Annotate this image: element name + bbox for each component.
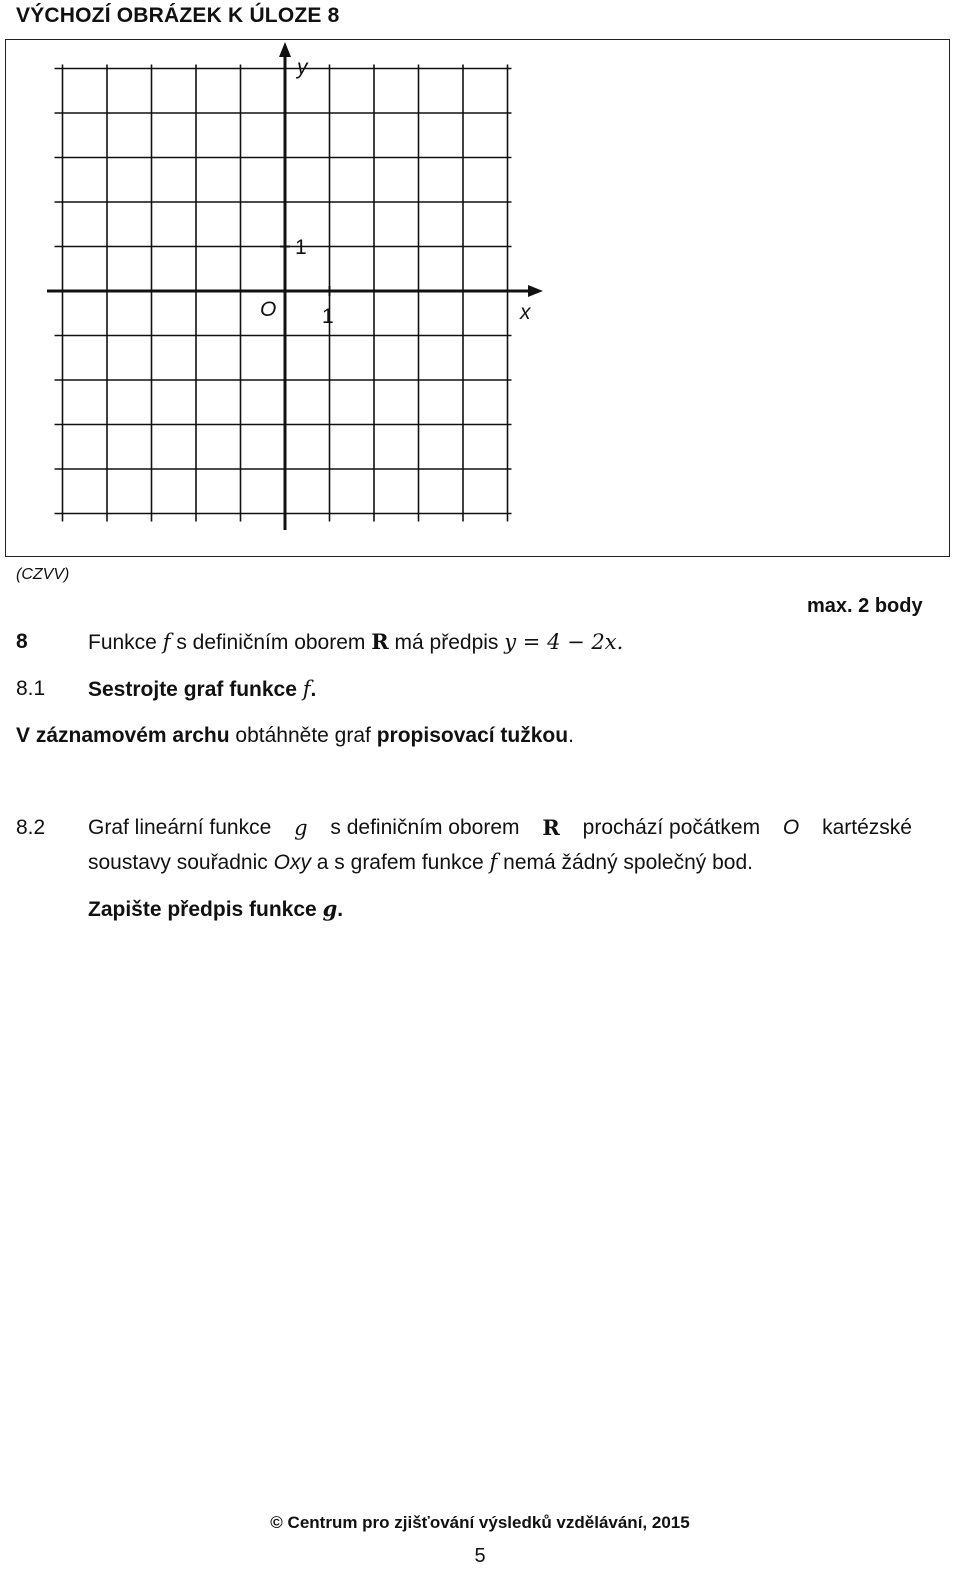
- axes: [47, 42, 543, 530]
- axis-y-label: y: [297, 56, 308, 79]
- y-unit-label: 1: [295, 236, 307, 259]
- task-8-2-line-1: Graf lineární funkce g s definičním oborem R prochází počátkem O kartézské: [88, 815, 912, 840]
- grid-lines: [55, 65, 512, 522]
- task-8: [0, 628, 960, 656]
- page-heading: VÝCHOZÍ OBRÁZEK K ÚLOZE 8: [16, 4, 340, 27]
- y-axis-arrow-icon: [279, 42, 291, 57]
- task-8-1-number: 8.1: [16, 677, 46, 700]
- axis-x-label: x: [520, 301, 531, 324]
- origin-label: O: [260, 298, 277, 321]
- task-8-1-instruction: V záznamovém archu obtáhněte graf propisovací tužkou.: [16, 724, 574, 747]
- source-note: (CZVV): [16, 566, 70, 583]
- x-unit-label: 1: [322, 305, 334, 328]
- page-number: 5: [474, 1545, 486, 1567]
- footer-copyright: © Centrum pro zjišťování výsledků vzdělávání, 2015: [270, 1513, 690, 1532]
- max-points: max. 2 body: [807, 595, 923, 617]
- task-8-1: [0, 675, 960, 703]
- task-8-1-text: Sestrojte graf funkce f.: [88, 677, 317, 701]
- task-8-2-line-2: soustavy souřadnic Oxy a s grafem funkce f nemá žádný společný bod.: [88, 850, 753, 874]
- x-axis-arrow-icon: [528, 285, 543, 297]
- task-8-2: [0, 814, 960, 842]
- task-8-formula: y = 4 − 2x.: [504, 630, 624, 654]
- task-8-number: 8: [16, 630, 28, 653]
- task-8-2-instruction: Zapište předpis funkce g.: [88, 896, 344, 921]
- coordinate-grid: [0, 0, 960, 560]
- task-8-text: Funkce f s definičním oborem R má předpis y = 4 − 2x.: [88, 629, 624, 654]
- task-8-2-number: 8.2: [16, 816, 46, 839]
